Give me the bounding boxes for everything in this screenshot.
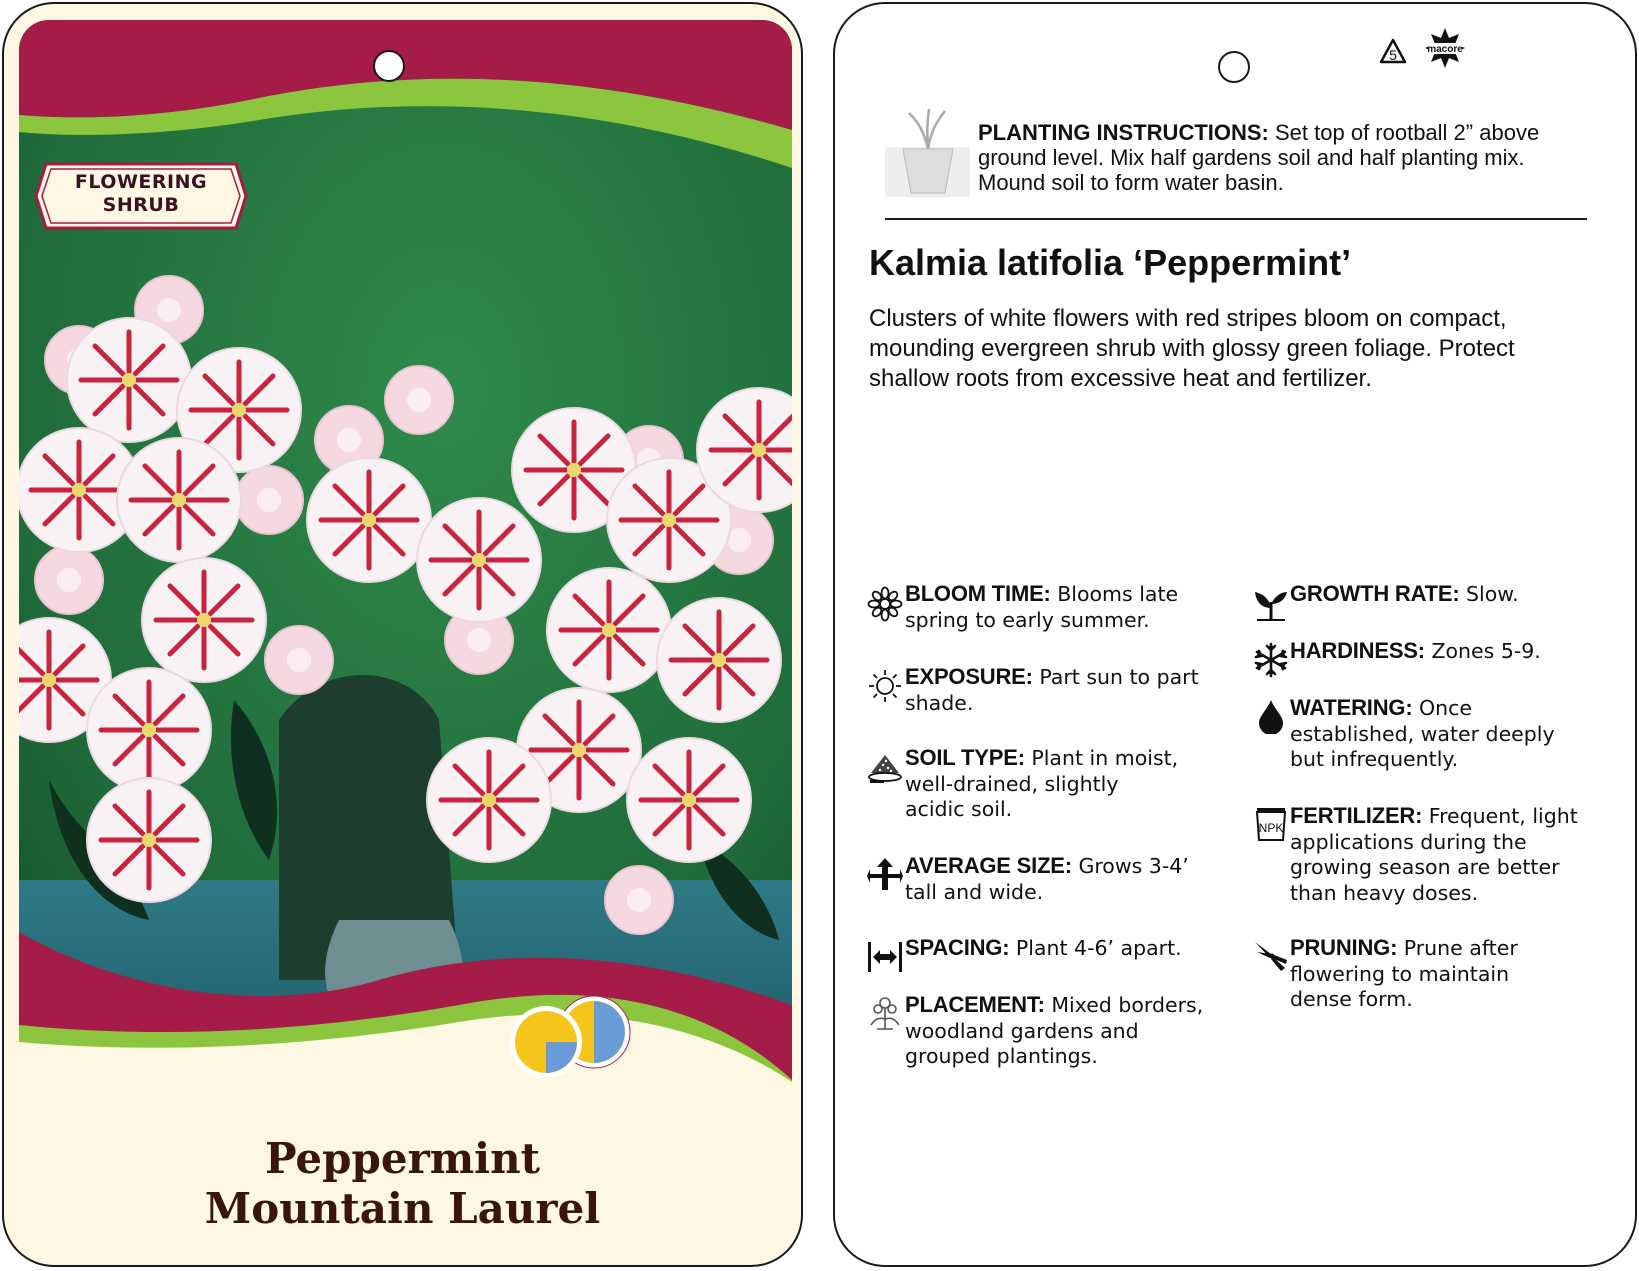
planting-instructions [978, 120, 1598, 195]
growth-rate-label: GROWTH RATE [1290, 581, 1453, 606]
spacing-line-1: Plant 4-6’ apart. [1009, 936, 1182, 960]
common-name-line-1: Peppermint [264, 1134, 541, 1183]
recycle-number: 5 [1389, 47, 1397, 63]
pruning-label: PRUNING [1290, 935, 1391, 960]
average-size-line-2: tall and wide. [905, 879, 1044, 904]
npk-bag-icon [1253, 806, 1289, 842]
bloom-flower-icon [867, 586, 903, 622]
brand-logo [1425, 28, 1465, 68]
feature-exposure: EXPOSURE: Part sun to part shade. [905, 664, 1199, 715]
water-drop-icon [1253, 698, 1289, 734]
feature-average-size: AVERAGE SIZE: Grows 3-4’ tall and wide. [905, 853, 1189, 904]
spacing-arrows-icon [867, 938, 903, 974]
soil-type-line-3: acidic soil. [905, 797, 1013, 821]
feature-growth-rate: GROWTH RATE: Slow. [1290, 581, 1519, 606]
watering-line-3: but infrequently. [1290, 747, 1459, 771]
placement-line-1: Mixed borders, [1044, 993, 1204, 1017]
brand-name: macore [1427, 44, 1463, 55]
badge-line-1: FLOWERING [74, 171, 208, 193]
badge-text [34, 171, 248, 217]
placement-plant-icon [867, 995, 903, 1031]
hardiness-label: HARDINESS [1290, 638, 1418, 663]
sun-icon [867, 668, 903, 704]
feature-fertilizer: FERTILIZER: Frequent, light applications during the growing season are better than heavy doses. [1290, 803, 1578, 905]
size-arrows-icon [867, 856, 903, 892]
exposure-line-1: Part sun to part [1032, 665, 1199, 689]
part-sun-icon [504, 984, 634, 1078]
hardiness-line-1: Zones 5-9. [1424, 639, 1541, 663]
pruning-line-2: flowering to maintain [1290, 961, 1510, 986]
soil-type-line-1: Plant in moist, [1024, 746, 1179, 770]
average-size-label: AVERAGE SIZE [905, 853, 1065, 878]
recycle-icon [1381, 40, 1405, 63]
category-badge [34, 162, 248, 230]
feature-hardiness: HARDINESS: Zones 5-9. [1290, 638, 1541, 663]
common-name-line-2: Mountain Laurel [204, 1184, 601, 1233]
pruning-line-1: Prune after [1397, 936, 1518, 960]
desc-line-2: mounding evergreen shrub with glossy green foliage. Protect [869, 335, 1515, 362]
bloom-time-label: BLOOM TIME [905, 581, 1044, 606]
feature-placement: PLACEMENT: Mixed borders, woodland gardens and grouped plantings. [905, 992, 1204, 1068]
fertilizer-line-4: than heavy doses. [1290, 880, 1479, 905]
desc-line-1: Clusters of white flowers with red stripes bloom on compact, [869, 305, 1507, 332]
feature-pruning: PRUNING: Prune after flowering to maintain dense form. [1290, 935, 1518, 1011]
feature-watering: WATERING: Once established, water deeply but infrequently. [1290, 695, 1555, 771]
watering-label: WATERING [1290, 695, 1406, 720]
latin-name: Kalmia latifolia ‘Peppermint’ [869, 242, 1352, 283]
placement-line-3: grouped plantings. [905, 1044, 1098, 1068]
snowflake-icon [1253, 642, 1289, 678]
planting-label: PLANTING INSTRUCTIONS: [978, 120, 1269, 145]
soil-icon [867, 749, 903, 785]
watering-line-2: established, water deeply [1290, 721, 1555, 746]
placement-line-2: woodland gardens and [905, 1018, 1139, 1043]
common-name [4, 1134, 801, 1234]
planting-line-2: ground level. Mix half gardens soil and half planting mix. [978, 145, 1525, 170]
hang-hole [373, 50, 405, 82]
fertilizer-label: FERTILIZER [1290, 803, 1416, 828]
feature-spacing: SPACING: Plant 4-6’ apart. [905, 935, 1182, 960]
divider [885, 218, 1587, 220]
exposure-label: EXPOSURE [905, 664, 1026, 689]
pruning-shears-icon [1253, 938, 1289, 974]
spacing-label: SPACING [905, 935, 1003, 960]
npk-text: NPK [1258, 821, 1284, 835]
exposure-line-2: shade. [905, 690, 974, 715]
fertilizer-line-3: growing season are better [1290, 855, 1560, 879]
recycle-logos [1375, 24, 1475, 72]
back-tag [833, 2, 1637, 1267]
pruning-line-3: dense form. [1290, 987, 1413, 1011]
growth-rate-line-1: Slow. [1459, 582, 1519, 606]
soil-type-line-2: well-drained, slightly [905, 771, 1119, 796]
plant-description [869, 304, 1569, 394]
potting-icon [885, 107, 970, 197]
badge-line-2: SHRUB [102, 194, 180, 216]
planting-line-3: Mound soil to form water basin. [978, 170, 1284, 195]
front-tag [2, 2, 803, 1267]
fertilizer-line-1: Frequent, light [1422, 804, 1578, 828]
average-size-line-1: Grows 3-4’ [1071, 854, 1189, 878]
desc-line-3: shallow roots from excessive heat and fertilizer. [869, 365, 1372, 392]
growth-sprout-icon [1253, 586, 1289, 622]
bloom-time-line-2: spring to early summer. [905, 607, 1150, 632]
fertilizer-line-2: applications during the [1290, 829, 1527, 854]
hang-hole [1218, 51, 1250, 83]
feature-soil-type: SOIL TYPE: Plant in moist, well-drained, slightly acidic soil. [905, 745, 1179, 821]
placement-label: PLACEMENT [905, 992, 1038, 1017]
watering-line-1: Once [1412, 696, 1472, 720]
soil-type-label: SOIL TYPE [905, 745, 1018, 770]
bloom-time-line-1: Blooms late [1050, 582, 1179, 606]
planting-line-1: Set top of rootball 2” above [1268, 120, 1540, 145]
feature-bloom-time: BLOOM TIME: Blooms late spring to early summer. [905, 581, 1179, 632]
